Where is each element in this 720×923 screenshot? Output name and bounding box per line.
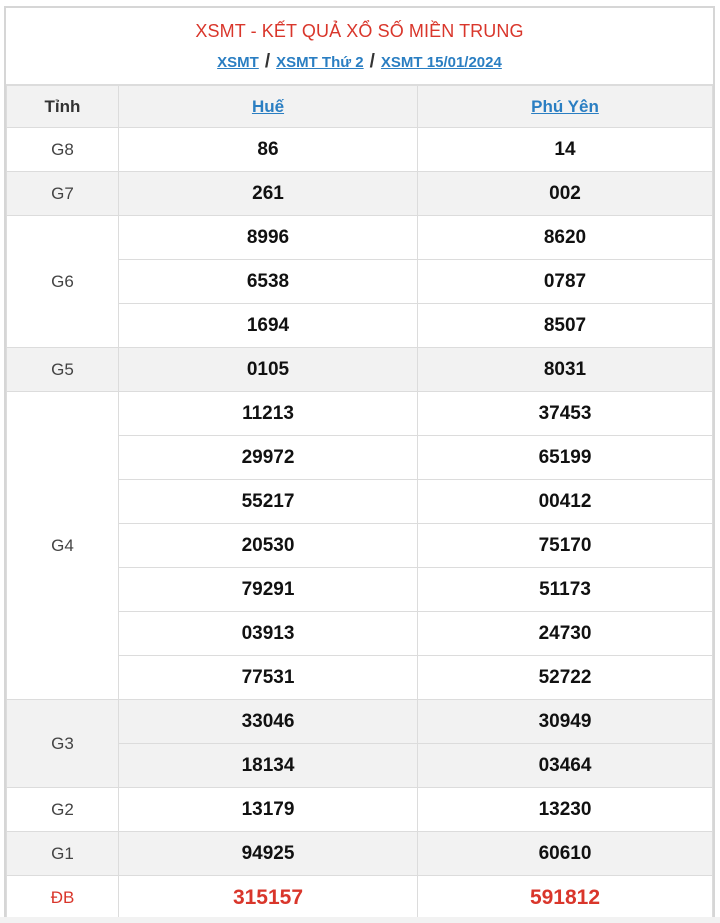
result-number: 0105 <box>119 348 418 392</box>
column-header-hue <box>119 86 418 128</box>
result-number: 8620 <box>418 216 713 260</box>
column-header-province: Tỉnh <box>7 86 119 128</box>
prize-row-g2 <box>7 788 713 832</box>
prize-row-g7 <box>7 172 713 216</box>
result-number: 20530 <box>119 524 418 568</box>
prize-row-g1 <box>7 832 713 876</box>
result-number: 86 <box>119 128 418 172</box>
result-number: 33046 <box>119 700 418 744</box>
result-number: 75170 <box>418 524 713 568</box>
result-number: 55217 <box>119 480 418 524</box>
result-number: 37453 <box>418 392 713 436</box>
breadcrumb-separator: / <box>264 51 271 72</box>
result-number: 11213 <box>119 392 418 436</box>
result-number: 1694 <box>119 304 418 348</box>
province-link-hue[interactable]: Huế <box>251 96 285 116</box>
results-header <box>6 8 713 85</box>
prize-label: G3 <box>7 700 119 788</box>
result-number: 8031 <box>418 348 713 392</box>
result-number: 24730 <box>418 612 713 656</box>
result-number: 79291 <box>119 568 418 612</box>
result-number: 52722 <box>418 656 713 700</box>
prize-label: G5 <box>7 348 119 392</box>
result-number: 77531 <box>119 656 418 700</box>
results-panel <box>4 6 715 923</box>
column-header-phu-yen <box>418 86 713 128</box>
breadcrumb <box>6 51 713 73</box>
prize-label-special: ĐB <box>7 876 119 920</box>
result-number: 13230 <box>418 788 713 832</box>
result-number: 03464 <box>418 744 713 788</box>
result-number: 13179 <box>119 788 418 832</box>
result-number: 14 <box>418 128 713 172</box>
page-title: XSMT - KẾT QUẢ XỔ SỐ MIỀN TRUNG <box>195 21 524 41</box>
prize-label: G7 <box>7 172 119 216</box>
prize-label: G2 <box>7 788 119 832</box>
results-table <box>6 85 713 920</box>
prize-label: G6 <box>7 216 119 348</box>
result-number: 30949 <box>418 700 713 744</box>
prize-row-special <box>7 876 713 920</box>
result-number: 261 <box>119 172 418 216</box>
table-header-row <box>7 86 713 128</box>
prize-label: G8 <box>7 128 119 172</box>
result-number: 18134 <box>119 744 418 788</box>
result-number: 94925 <box>119 832 418 876</box>
result-number: 60610 <box>418 832 713 876</box>
special-prize-number: 591812 <box>418 876 713 920</box>
breadcrumb-link-xsmt[interactable]: XSMT <box>217 54 259 71</box>
special-prize-number: 315157 <box>119 876 418 920</box>
prize-row-g4 <box>7 392 713 436</box>
result-number: 51173 <box>418 568 713 612</box>
prize-row-g8 <box>7 128 713 172</box>
prize-row-g5 <box>7 348 713 392</box>
breadcrumb-link-xsmt-thu-2[interactable]: XSMT Thứ 2 <box>276 54 364 71</box>
result-number: 29972 <box>119 436 418 480</box>
page-footer-strip <box>0 917 720 923</box>
prize-label: G4 <box>7 392 119 700</box>
result-number: 03913 <box>119 612 418 656</box>
result-number: 002 <box>418 172 713 216</box>
breadcrumb-link-xsmt-date[interactable]: XSMT 15/01/2024 <box>380 54 502 71</box>
breadcrumb-separator: / <box>369 51 375 72</box>
prize-label: G1 <box>7 832 119 876</box>
prize-row-g6 <box>7 216 713 260</box>
result-number: 6538 <box>119 260 418 304</box>
result-number: 8507 <box>418 304 713 348</box>
result-number: 8996 <box>119 216 418 260</box>
province-link-phu-yen[interactable]: Phú Yên <box>531 96 599 116</box>
prize-row-g3 <box>7 700 713 744</box>
result-number: 65199 <box>418 436 713 480</box>
result-number: 0787 <box>418 260 713 304</box>
result-number: 00412 <box>418 480 713 524</box>
